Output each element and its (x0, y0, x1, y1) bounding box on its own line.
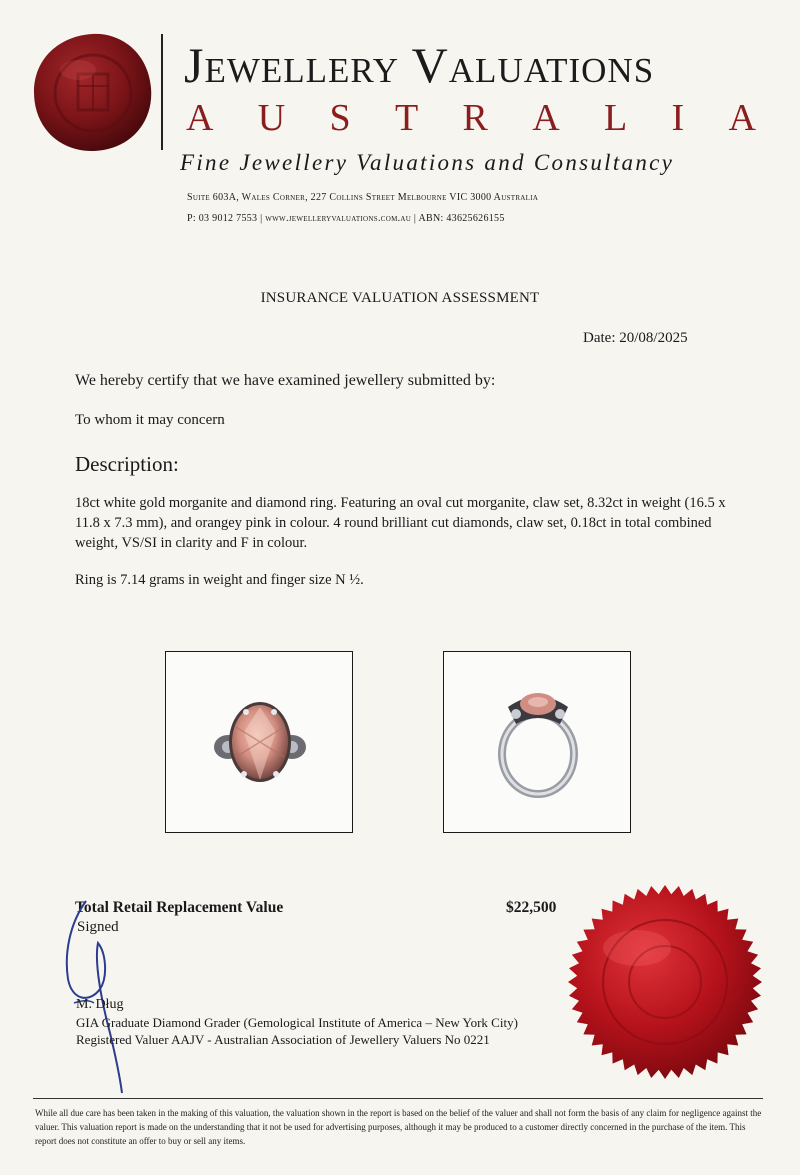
signed-label: Signed (77, 919, 119, 935)
description-heading: Description: (75, 452, 179, 476)
red-wax-seal (565, 882, 765, 1082)
submitted-by: To whom it may concern (75, 412, 225, 428)
brand-country-letter: R (462, 97, 488, 139)
ring-front-photo-icon (166, 652, 351, 831)
brand-country-letter: A (728, 97, 756, 139)
header-divider (161, 34, 163, 150)
brand-country (186, 96, 756, 140)
brand-country-letter: U (257, 97, 286, 139)
valuer-name: M. Dług (76, 997, 124, 1012)
brand-country-letter: S (329, 97, 351, 139)
brand-name: Jewellery Valuations (184, 37, 655, 93)
brand-country-letter: I (671, 97, 685, 139)
brand-country-letter: A (186, 97, 214, 139)
certification-statement: We hereby certify that we have examined jewellery submitted by: (75, 372, 496, 389)
valuer-credential-gia: GIA Graduate Diamond Grader (Gemological Institute of America – New York City) (76, 1015, 518, 1030)
brand-country-letter: L (603, 97, 628, 139)
description-body: 18ct white gold morganite and diamond ring. Featuring an oval cut morganite, claw set, 8.32ct in weight (16.5 x 11.8 x 7.3 mm), and orangey pink in colour. 4 round brilliant cut diamonds, claw set, 0.18ct in total combined weight, VS/SI in clarity and F in colour. (75, 495, 726, 551)
total-value-label: Total Retail Replacement Value (75, 899, 284, 916)
ring-side-photo-icon (444, 652, 629, 831)
company-seal-logo (30, 30, 155, 155)
ring-side-photo (443, 651, 631, 833)
footer-disclaimer: While all due care has been taken in the making of this valuation, the valuation shown in the report is based on the belief of the valuer and shall not form the basis of any claim for negligence against the valuer. This valuation report is made on the understanding that it not be used for advertising purposes, although it may be produced to a customer directly concerned in the purchase of the item. This report does not constitute an offer to buy or sell any items. (35, 1108, 762, 1146)
ring-summary: Ring is 7.14 grams in weight and finger size N ½. (75, 572, 364, 588)
company-tagline: Fine Jewellery Valuations and Consultancy (180, 150, 675, 175)
ring-front-photo (165, 651, 353, 833)
document-date: Date: 20/08/2025 (583, 330, 688, 346)
valuer-credential-aajv: Registered Valuer AAJV - Australian Association of Jewellery Valuers No 0221 (76, 1032, 490, 1047)
valuer-signature (50, 893, 150, 1098)
company-address: Suite 603A, Wales Corner, 227 Collins Street Melbourne VIC 3000 Australia (187, 192, 539, 203)
brand-country-letter: T (394, 97, 419, 139)
company-contact: P: 03 9012 7553 | www.jewelleryvaluations.com.au | ABN: 43625626155 (187, 213, 505, 224)
footer-divider (33, 1098, 763, 1099)
document-title: INSURANCE VALUATION ASSESSMENT (260, 290, 540, 306)
total-value-amount: $22,500 (506, 899, 557, 916)
brand-country-letter: A (532, 97, 560, 139)
